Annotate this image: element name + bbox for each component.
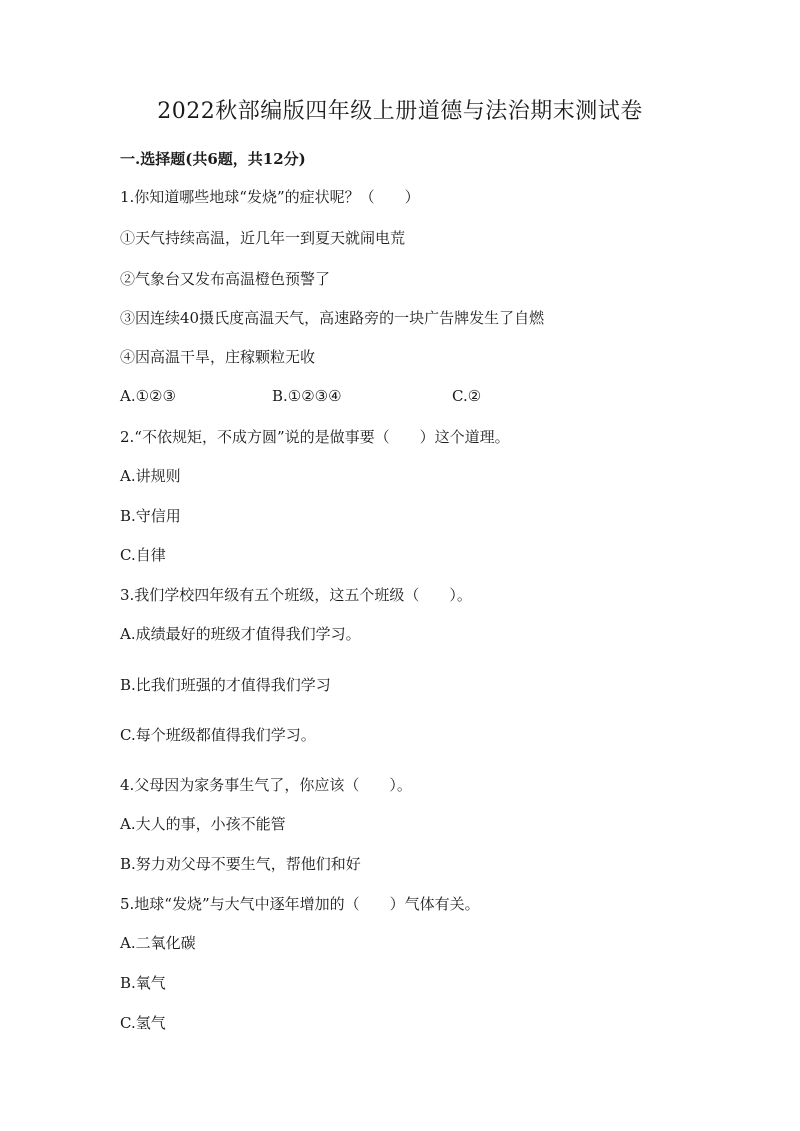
question-4-stem: 4.父母因为家务事生气了，你应该（ ）。 bbox=[120, 776, 412, 794]
question-3-stem: 3.我们学校四年级有五个班级，这五个班级（ ）。 bbox=[120, 586, 472, 604]
question-3-option-b: B.比我们班强的才值得我们学习 bbox=[120, 676, 331, 694]
page-title: 2022秋部编版四年级上册道德与法治期末测试卷 bbox=[157, 99, 643, 124]
question-1-option-a: A.①②③ bbox=[120, 387, 176, 405]
question-5-stem: 5.地球“发烧”与大气中逐年增加的（ ）气体有关。 bbox=[120, 895, 480, 913]
question-1-statement-2: ②气象台又发布高温橙色预警了 bbox=[120, 270, 331, 288]
question-2-stem: 2.“不依规矩，不成方圆”说的是做事要（ ）这个道理。 bbox=[120, 428, 510, 446]
question-2-option-c: C.自律 bbox=[120, 546, 166, 564]
section-heading: 一.选择题(共6题，共12分) bbox=[120, 150, 306, 168]
question-5-option-a: A.二氧化碳 bbox=[120, 934, 196, 952]
question-5-option-c: C.氢气 bbox=[120, 1014, 166, 1032]
question-3-option-a: A.成绩最好的班级才值得我们学习。 bbox=[120, 625, 361, 643]
question-1-stem: 1.你知道哪些地球“发烧”的症状呢？（ ） bbox=[120, 188, 420, 206]
question-1-statement-1: ①天气持续高温，近几年一到夏天就闹电荒 bbox=[120, 229, 406, 247]
question-1-option-b: B.①②③④ bbox=[272, 387, 342, 405]
question-4-option-b: B.努力劝父母不要生气，帮他们和好 bbox=[120, 855, 361, 873]
question-3-option-c: C.每个班级都值得我们学习。 bbox=[120, 726, 316, 744]
question-1-statement-3: ③因连续40摄氏度高温天气，高速路旁的一块广告牌发生了自燃 bbox=[120, 309, 545, 327]
question-4-option-a: A.大人的事，小孩不能管 bbox=[120, 815, 286, 833]
question-2-option-b: B.守信用 bbox=[120, 507, 181, 525]
question-1-option-c: C.② bbox=[452, 387, 482, 405]
question-2-option-a: A.讲规则 bbox=[120, 467, 181, 485]
question-5-option-b: B.氧气 bbox=[120, 974, 166, 992]
question-1-statement-4: ④因高温干旱，庄稼颗粒无收 bbox=[120, 348, 316, 366]
